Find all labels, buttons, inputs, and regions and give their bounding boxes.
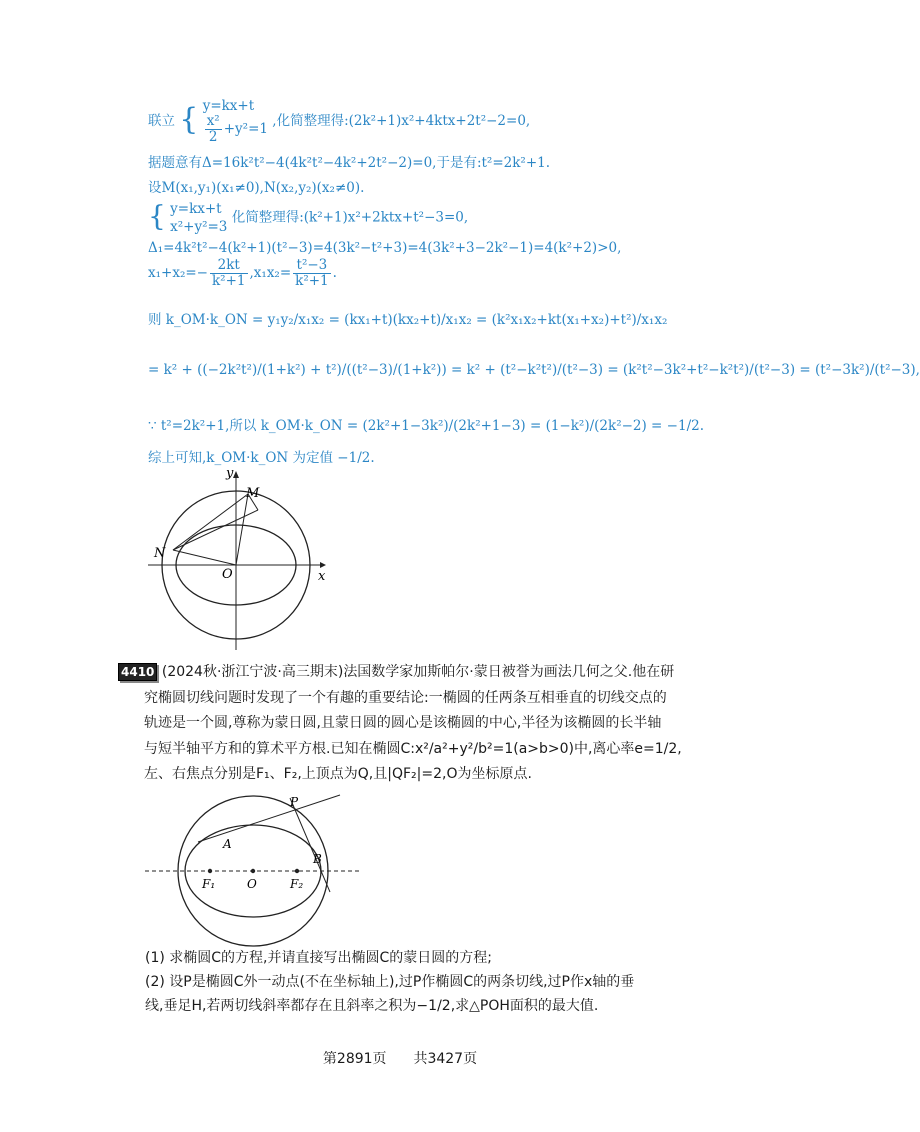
frac-num: t²−3 [293, 258, 331, 274]
question-1: (1) 求椭圆C的方程,并请直接写出椭圆C的蒙日圆的方程; [145, 950, 492, 966]
problem-text: 究椭圆切线问题时发现了一个有趣的重要结论:一椭圆的任两条互相垂直的切线交点的 [144, 689, 667, 706]
problem-text: 轨迹是一个圆,尊称为蒙日圆,且蒙日圆的圆心是该椭圆的中心,半径为该椭圆的长半轴 [144, 715, 662, 731]
axis-label-y: y [226, 466, 234, 481]
point-label-m: M [246, 486, 260, 501]
text: ,化简整理得:(2k²+1)x²+4ktx+2t²−2=0, [272, 113, 531, 129]
problem-statement [118, 660, 688, 788]
system-eq-2: +y²=1 [223, 121, 268, 137]
frac-den: k²+1 [295, 273, 329, 289]
text: x₁+x₂=− [148, 265, 208, 281]
solution-line-10: 综上可知,k_OM·k_ON 为定值 −1/2. [148, 450, 375, 466]
page-footer [0, 1048, 800, 1068]
point-label-o: O [222, 567, 233, 582]
system-eq-1: y=kx+t [202, 98, 255, 114]
solution-line-6 [148, 258, 337, 289]
problem-text: 左、右焦点分别是F₁、F₂,上顶点为Q,且|QF₂|=2,O为坐标原点. [144, 766, 532, 782]
page-total: 共3427页 [413, 1051, 478, 1067]
point-label-f2: F₂ [290, 877, 304, 891]
problem-line-1 [118, 660, 688, 686]
questions [145, 946, 705, 1018]
axis-label-x: x [318, 569, 326, 584]
point-label-o: O [247, 877, 257, 891]
page-number: 第2891页 [322, 1051, 387, 1067]
text: 化简整理得:(k²+1)x²+2ktx+t²−3=0, [231, 209, 469, 226]
problem-source: (2024秋·浙江宁波·高三期末) [161, 664, 344, 680]
point-label-n: N [154, 546, 166, 561]
brace-icon: { [148, 199, 166, 233]
point-label-p: P [290, 795, 299, 809]
text: ,x₁x₂= [249, 265, 292, 281]
solution-line-9: ∵ t²=2k²+1,所以 k_OM·k_ON = (2k²+1−3k²)/(2k²+1−3) = (1−k²)/(2k²−2) = −1/2. [148, 418, 704, 434]
problem-text: 法国数学家加斯帕尔·蒙日被誉为画法几何之父.他在研 [343, 664, 675, 680]
figure-circle-ellipse [148, 466, 338, 655]
question-2: (2) 设P是椭圆C外一动点(不在坐标轴上),过P作椭圆C的两条切线,过P作x轴的垂 [145, 974, 635, 990]
solution-line-3: 设M(x₁,y₁)(x₁≠0),N(x₂,y₂)(x₂≠0). [148, 180, 365, 196]
point-label-b: B [313, 852, 322, 866]
frac-num: 2kt [210, 258, 248, 274]
problem-number-badge: 4410 [118, 663, 157, 681]
system-eq-1: y=kx+t [170, 201, 222, 217]
point-label-f1: F₁ [202, 877, 216, 891]
solution-line-5: Δ₁=4k²t²−4(k²+1)(t²−3)=4(3k²−t²+3)=4(3k²+3−2k²−1)=4(k²+2)>0, [148, 240, 622, 256]
question-2-cont: 线,垂足H,若两切线斜率都存在且斜率之积为−1/2,求△POH面积的最大值. [145, 998, 599, 1014]
brace-icon: { [179, 102, 199, 137]
frac-den: 2 [208, 129, 218, 145]
point-label-a: A [223, 837, 232, 851]
frac-num: x² [206, 113, 220, 129]
frac-den: k²+1 [212, 273, 246, 289]
solution-line-1 [148, 98, 530, 145]
system-eq-2: x²+y²=3 [170, 219, 228, 235]
text: 联立 [148, 113, 175, 129]
solution-line-4 [148, 200, 468, 236]
text: . [332, 265, 337, 281]
solution-line-2: 据题意有Δ=16k²t²−4(4k²t²−4k²+2t²−2)=0,于是有:t²=2k²+1. [148, 155, 551, 171]
figure-monge-circle [140, 790, 370, 940]
solution-line-7: 则 k_OM·k_ON = y₁y₂/x₁x₂ = (kx₁+t)(kx₂+t)/x₁x₂ = (k²x₁x₂+kt(x₁+x₂)+t²)/x₁x₂ [148, 312, 668, 328]
problem-text: 与短半轴平方和的算术平方根.已知在椭圆C:x²/a²+y²/b²=1(a>b>0)中,离心率e=1/2, [144, 740, 682, 757]
solution-line-8: = k² + ((−2k²t²)/(1+k²) + t²)/((t²−3)/(1+k²)) = k² + (t²−k²t²)/(t²−3) = (k²t²−3k²+t²−k²t²)/(t²−3) = (t²−3k²)/(t²−3), [148, 362, 920, 378]
